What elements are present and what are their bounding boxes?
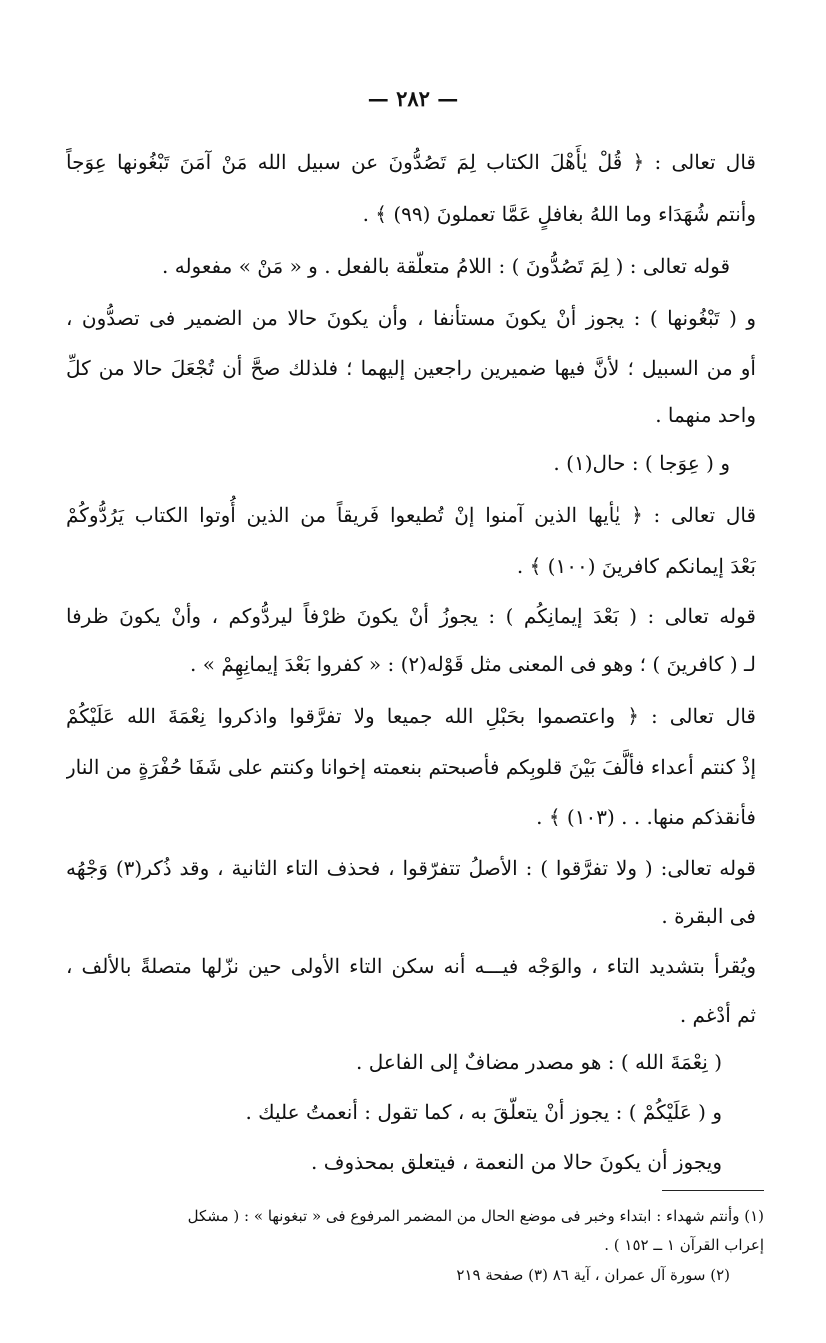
text-line: لـ ( كافرينَ ) ؛ وهو فى المعنى مثل قَوْله(٢) : « كفروا بَعْدَ إيمانِهِمْ » . (190, 652, 756, 676)
text-line: و ( عَلَيْكُمْ ) : يجوز أنْ يتعلّقَ به ، كما تقول : أنعمتُ عليك . (245, 1100, 722, 1124)
text-line: ويجوز أن يكونَ حالا من النعمة ، فيتعلق بمحذوف . (311, 1150, 722, 1174)
text-line: إذْ كنتم أعداء فألَّفَ بَيْنَ قلوبِكم فأصبحتم بنعمته إخوانا وكنتم على شَفَا حُفْرَةٍ من النار (66, 755, 756, 779)
text-line: فى البقرة . (661, 904, 756, 928)
text-line: ثم أدْغم . (679, 1003, 756, 1027)
footnote-line: (١) وأنتم شهداء : ابتداء وخبر فى موضع الحال من المضمر المرفوع فى « تبغونها » : ( مشكل (187, 1207, 764, 1225)
footnote-divider (662, 1190, 764, 1191)
text-line: أو من السبيل ؛ لأنَّ فيها ضميرين راجعين إليهما ؛ فلذلك صحَّ أن تُجْعَلَ حالا من كلِّ (66, 356, 756, 380)
text-line: و ( عِوَجا ) : حال(١) . (553, 451, 730, 475)
text-line: قال تعالى : ﴿ قُلْ يٰأَهْلَ الكتاب لِمَ تَصُدُّونَ عن سبيل الله مَنْ آمَنَ تَبْغُونها عِوَجاً (66, 150, 756, 174)
footnote-line: إعراب القرآن ١ ــ ١٥٢ ) . (604, 1236, 764, 1254)
text-line: بَعْدَ إيمانكم كافرينَ (١٠٠) ﴾ . (516, 554, 756, 578)
text-line: قال تعالى : ﴿ واعتصموا بحَبْلِ الله جميعا ولا تفرَّقوا واذكروا نِعْمَةَ الله عَلَيْكُمْ (66, 704, 756, 728)
text-line: ويُقرأ بتشديد التاء ، والوَجْه فيـــه أنه سكن التاء الأولى حين نزّلها متصلةً بالألف ، (66, 954, 756, 978)
text-line: قوله تعالى : ( لِمَ تَصُدُّونَ ) : اللامُ متعلّقة بالفعل . و « مَنْ » مفعوله . (162, 254, 730, 278)
text-line: ( نِعْمَةَ الله ) : هو مصدر مضافٌ إلى الفاعل . (355, 1050, 722, 1074)
text-line: و ( تَبْغُونها ) : يجوز أنْ يكونَ مستأنفا ، وأن يكونَ حالا من الضمير فى تصدُّون ، (66, 306, 756, 330)
text-line: قوله تعالى: ( ولا تفرَّقوا ) : الأصلُ تتفرّقوا ، فحذف التاء الثانية ، وقد ذُكر(٣) وَجْهُه (66, 856, 756, 880)
text-line: قال تعالى : ﴿ يٰأيها الذين آمنوا إنْ تُطيعوا فَريقاً من الذين أُوتوا الكتاب يَرُدُّوكُمْ (66, 503, 756, 527)
text-line: فأنقذكم منها. . . (١٠٣) ﴾ . (536, 805, 756, 829)
text-line: قوله تعالى : ( بَعْدَ إيمانِكُم ) : يجوزُ أنْ يكونَ ظرْفاً ليردُّوكم ، وأنْ يكونَ ظرفا (66, 604, 756, 628)
page-number: — ٢٨٢ — (367, 86, 459, 111)
footnote-line: (٢) سورة آل عمران ، آية ٨٦ (٣) صفحة ٢١٩ (456, 1266, 730, 1284)
text-line: وأنتم شُهَدَاء وما اللهُ بغافلٍ عَمَّا تعملونَ (٩٩) ﴾ . (362, 202, 756, 226)
text-line: واحد منهما . (655, 403, 756, 427)
